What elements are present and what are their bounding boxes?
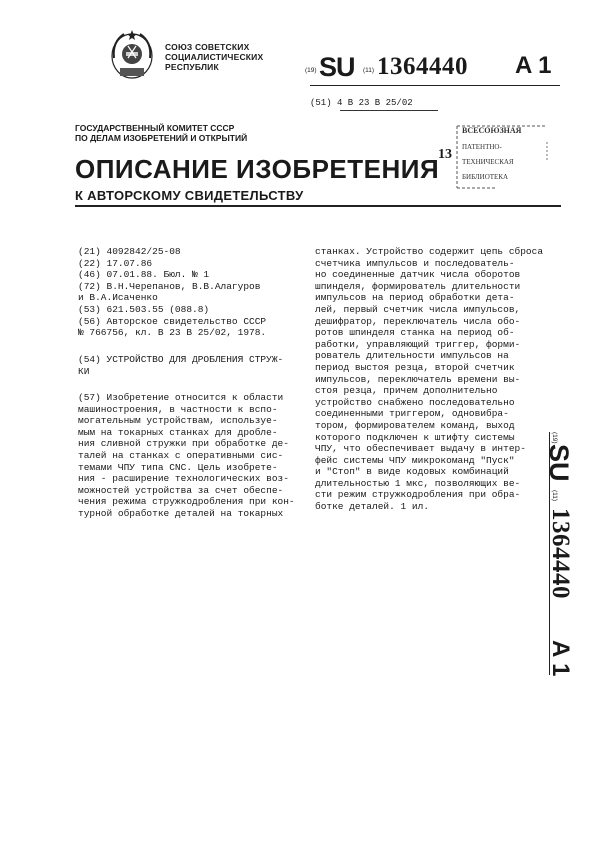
issuer-line: РЕСПУБЛИК (165, 62, 219, 72)
abstract-line: ротов шпинделя станка на период об- (315, 327, 515, 339)
abstract-column-right (315, 246, 543, 513)
abstract-line: талей на станках с оперативными сис- (78, 449, 284, 461)
publication-rule (310, 85, 560, 86)
invention-title (78, 354, 283, 377)
abstract-line: рователь длительности импульсов на (315, 350, 509, 362)
publication-number-line (305, 52, 565, 82)
abstract-line: дешифратор, переключатель числа обо- (315, 315, 521, 327)
abstract-line: фейс системы ЧПУ микрокоманд "Пуск" (315, 454, 515, 466)
abstract-line: ЧПУ, что обеспечивает выдачу в интер- (315, 443, 526, 455)
ussr-emblem-icon (108, 28, 156, 84)
abstract-line: ботке деталей. 1 ил. (315, 501, 430, 513)
biblio-line: № 766756, кл. В 23 В 25/02, 1978. (78, 327, 267, 339)
biblio-line: (22) 17.07.86 (78, 257, 153, 269)
abstract-line: сти режим стружкодробления при обра- (315, 489, 521, 501)
abstract-line: чения режима стружкодробления при кон- (78, 496, 295, 508)
inid-code-19: (19) (305, 67, 317, 74)
stamp-line: ТЕХНИЧЕСКАЯ (462, 158, 514, 166)
invention-title-line: КИ (78, 365, 90, 377)
committee-line: ГОСУДАРСТВЕННЫЙ КОМИТЕТ СССР (75, 123, 235, 133)
issuer-line: СОЦИАЛИСТИЧЕСКИХ (165, 52, 264, 62)
abstract-line: шпинделя, формирователь длительности (315, 280, 521, 292)
invention-title-line: (54) УСТРОЙСТВО ДЛЯ ДРОБЛЕНИЯ СТРУЖ- (78, 354, 284, 365)
abstract-line: импульсов, переключатель времени вы- (315, 373, 521, 385)
biblio-line: и В.А.Исаченко (78, 292, 158, 304)
abstract-line: импульсов на период обработки дета- (315, 292, 515, 304)
committee-line: ПО ДЕЛАМ ИЗОБРЕТЕНИЙ И ОТКРЫТИЙ (75, 133, 248, 143)
abstract-line: период выстоя резца, второй счетчик (315, 361, 515, 373)
bibliographic-data (78, 246, 266, 339)
document-title: ОПИСАНИЕ ИЗОБРЕТЕНИЯ (75, 154, 440, 184)
abstract-line: соединенными триггером, одновибра- (315, 408, 509, 420)
abstract-line: можностей устройства за счет обеспе- (78, 484, 284, 496)
abstract-line: работки, управляющий триггер, форми- (315, 338, 521, 350)
issuer-name (165, 42, 263, 72)
abstract-line: счетчика импульсов и последователь- (315, 257, 515, 269)
ipc-classification: (51) 4 В 23 В 25/02 (310, 98, 413, 108)
side-country-code: SU (544, 444, 574, 482)
kind-code: A 1 (515, 52, 552, 79)
committee-name (75, 123, 247, 143)
country-code: SU (319, 52, 355, 82)
biblio-line: (46) 07.01.88. Бюл. № 1 (78, 269, 210, 281)
document-subtitle: К АВТОРСКОМУ СВИДЕТЕЛЬСТВУ (75, 188, 304, 203)
abstract-line: могательным устройствам, используе- (78, 415, 278, 427)
abstract-line: длительностью 1 мкс, позволяющих ве- (315, 477, 521, 489)
abstract-line: (57) Изобретение относится к области (78, 392, 284, 403)
inid-code-11: (11) (363, 67, 375, 74)
stamp-line: ВСЕСОЮЗНАЯ (462, 126, 522, 135)
abstract-line: стоя резца, причем дополнительно (315, 385, 498, 397)
biblio-line: (56) Авторское свидетельство СССР (78, 315, 267, 327)
biblio-line: (21) 4092842/25-08 (78, 246, 181, 257)
abstract-line: станках. Устройство содержит цепь сброса (315, 246, 544, 257)
side-document-number: 1364440 (547, 508, 574, 599)
abstract-line: тором, формирователем команд, выход (315, 419, 515, 431)
stamp-line: ПАТЕНТНО- (462, 143, 502, 151)
abstract-line: машиностроения, в частности к вспо- (78, 403, 278, 415)
abstract-line: ния - расширение технологических воз- (78, 473, 289, 485)
side-kind-code: A 1 (547, 640, 574, 677)
side-inid-code-19: (19) (551, 432, 558, 444)
abstract-line: лей, первый счетчик числа импульсов, (315, 303, 521, 315)
stamp-number: 13 (438, 147, 452, 162)
document-number: 1364440 (377, 53, 468, 80)
biblio-line: (72) В.Н.Черепанов, В.В.Алагуров (78, 280, 261, 292)
issuer-line: СОЮЗ СОВЕТСКИХ (165, 42, 250, 52)
abstract-line: но соединенные датчик числа оборотов (315, 269, 521, 281)
title-rule (75, 205, 561, 207)
abstract-column-left (78, 392, 295, 520)
abstract-line: ния сливной стружки при обработке де- (78, 438, 289, 450)
ipc-rule (340, 110, 438, 111)
abstract-line: турной обработке деталей на токарных (78, 507, 284, 519)
abstract-line: устройство снабжено последовательно (315, 396, 515, 408)
abstract-line: мым на токарных станках для дробле- (78, 426, 278, 438)
stamp-line: БИБЛИОТЕКА (462, 173, 509, 181)
abstract-line: которого подключен к штифту системы (315, 431, 515, 443)
abstract-line: темами ЧПУ типа CNC. Цель изобрете- (78, 461, 278, 473)
abstract-line: и "Стоп" в виде кодовых комбинаций (315, 466, 509, 478)
biblio-line: (53) 621.503.55 (088.8) (78, 303, 210, 315)
side-inid-code-11: (11) (551, 490, 558, 502)
